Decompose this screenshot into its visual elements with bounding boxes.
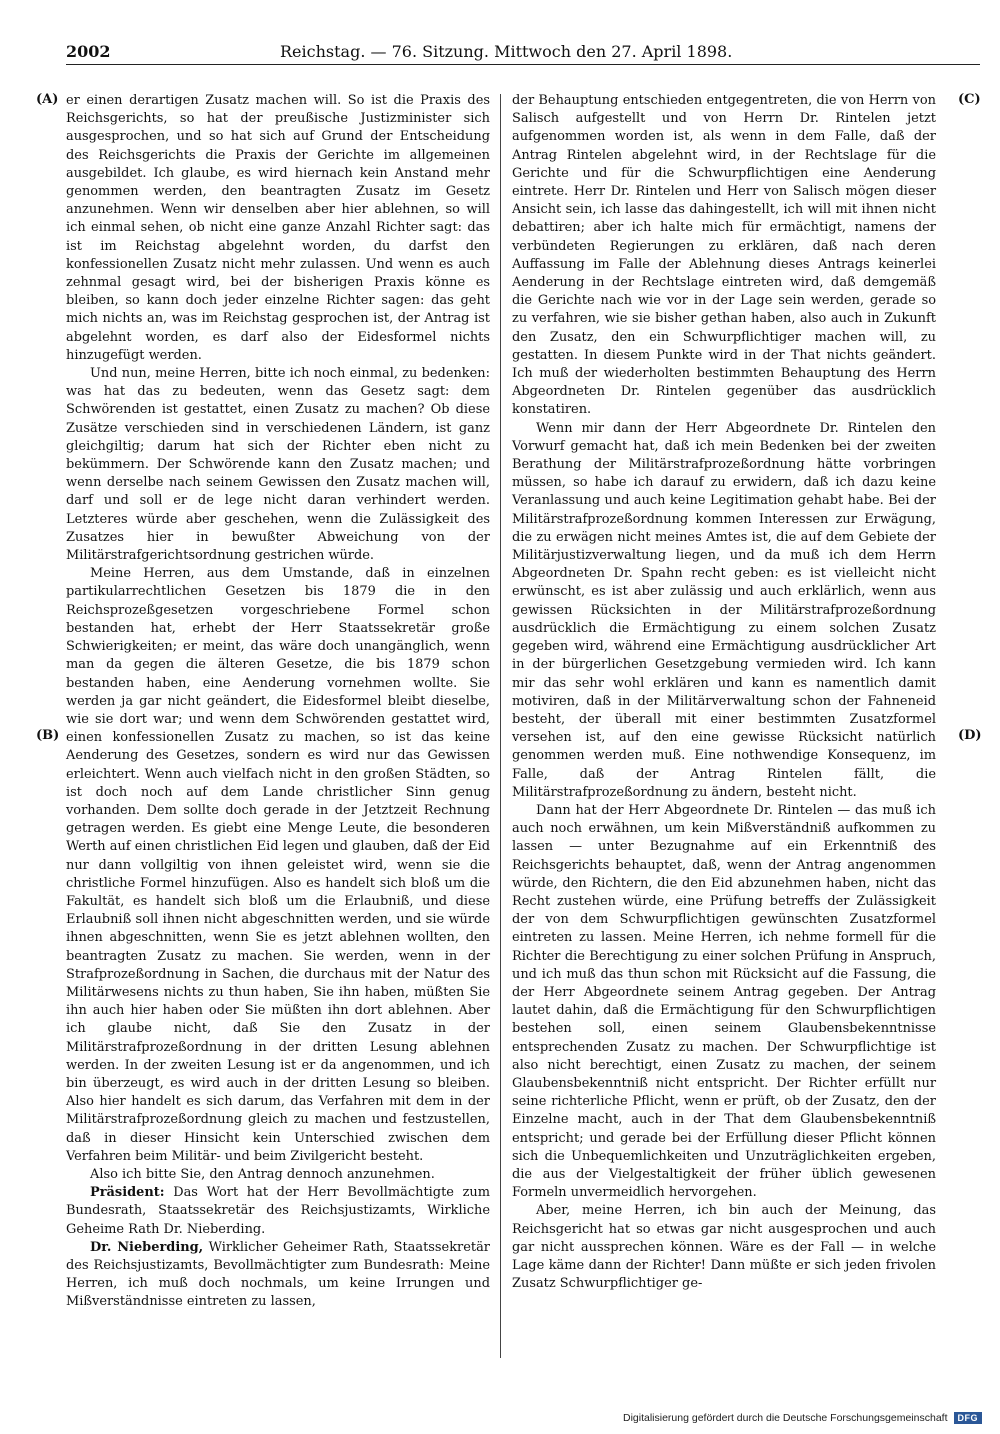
running-title: Reichstag. — 76. Sitzung. Mittwoch den 27. April 1898. [280,42,733,61]
paragraph: Wenn mir dann der Herr Abgeordnete Dr. Rintelen den Vorwurf gemacht hat, daß ich mein Bedenken bei der zweiten Berathung der Militärstrafprozeßordnung hätte vorbringen müssen, so habe ich darauf zu erwidern, daß ich dazu keine Veranlassung und auch keine Legitimation gehabt habe. Bei der Militärstrafprozeßordnung kommen Interessen zur Erwägung, die zu erwägen nicht meines Amtes ist, die auf dem Gebiete der Militärjustizverwaltung liegen, und da muß ich dem Herrn Abgeordneten Dr. Spahn recht geben: es ist vielleicht nicht erwünscht, es ist aber zulässig und auch erklärlich, wenn aus gewissen Rücksichten in der Militärstrafprozeßordnung ausdrücklich die Ermächtigung zu einem solchen Zusatz gegeben wird, während eine Ermächtigung ausdrücklicher Art in der bürgerlichen Gesetzgebung vermieden wird. Ich kann mir das sehr wohl erklären und kann es namentlich damit motiviren, daß in der Militärverwaltung schon der Fahneneid besteht, der überall mit einer bestimmten Zusatzformel versehen ist, auf den eine gewisse Rücksicht natürlich genommen werden muß. Eine nothwendige Konsequenz, im Falle, daß der Antrag Rintelen fällt, die Militärstrafprozeßordnung zu ändern, besteht nicht. [512,420,936,800]
page-number: 2002 [66,42,111,61]
president-paragraph [66,1184,490,1239]
speaker-label: Präsident: [90,1185,165,1201]
paragraph: Meine Herren, aus dem Umstande, daß in einzelnen partikularrechtlichen Gesetzen bis 1879 die in den Reichsprozeßgesetzen vorgeschriebene Formel schon bestanden hat, erhebt der Herr Staatssekretär große Schwierigkeiten; er meint, das wäre doch unangänglich, wenn man da gegen die älteren Gesetze, die bis 1879 schon bestanden haben, eine Aenderung vornehmen wollte. Sie werden ja gar nicht geändert, die Eidesformel bleibt dieselbe, wie sie dort war; und wenn dem Schwörenden gestattet wird, einen konfessionellen Zusatz zu machen, so ist das keine Aenderung des Gesetzes, sondern es wird nur das Gewissen erleichtert. Wenn auch vielfach nicht in den großen Städten, so ist doch noch auf dem Lande christlicher Sinn genug vorhanden. Dem sollte doch gerade in der Jetztzeit Rechnung getragen werden. Es giebt eine Menge Leute, die besonderen Werth auf einen christlichen Eid legen und glauben, daß der Eid nur dann vollgiltig von ihnen geleistet wird, wenn sie die christliche Formel hinzufügen. Also es handelt sich bloß um die Fakultät, es handelt sich bloß um die Erlaubniß, und diese Erlaubniß soll ihnen nicht abgeschnitten werden, und sie würde ihnen abgeschnitten, wenn Sie es jetzt ablehnen wollten, den beantragten Zusatz zu machen. Sie werden, wenn in der Strafprozeßordnung in Sachen, die durchaus mit der Natur des Militärwesens nichts zu thun haben, Sie ihn haben, müßten Sie ihn auch hier haben oder Sie müßten ihn dort ablehnen. Aber ich glaube nicht, daß Sie den Zusatz in der Militärstrafprozeßordnung in der dritten Lesung ablehnen werden. In der zweiten Lesung ist er da angenommen, und ich bin überzeugt, es wird auch in der dritten Lesung so bleiben. Also hier handelt es sich darum, das Verfahren mit dem in der Militärstrafprozeßordnung gleich zu machen und festzustellen, daß in dieser Hinsicht kein Unterschied zwischen dem Verfahren beim Militär- und beim Zivilgericht besteht. [66,566,490,1164]
dfg-logo-icon: DFG [954,1412,983,1424]
margin-marker-b: (B) [36,728,60,743]
president-text: Das Wort hat der Herr Bevollmächtigte zum Bundesrath, Staatssekretär des Reichsjustizamts, Wirkliche Geheime Rath Dr. Nieberding. [66,1185,490,1237]
speaker-text: Wirklicher Geheimer Rath, Staatssekretär des Reichsjustizamts, Bevollmächtigter zum Bundesrath: Meine Herren, ich muß doch nochmals, um keine Irrungen und Mißverständnisse eintreten zu lassen, [66,1239,490,1310]
speaker-paragraph [66,1239,490,1312]
paragraph: Aber, meine Herren, ich bin auch der Meinung, das Reichsgericht hat so etwas gar nicht ausgesprochen und auch gar nicht aussprechen können. Wäre es der Fall — in welche Lage käme dann der Richter! Dann müßte er sich jeden frivolen Zusatz Schwurpflichtiger ge- [512,1203,936,1292]
paragraph: Und nun, meine Herren, bitte ich noch einmal, zu bedenken: was hat das zu bedeuten, wenn das Gesetz sagt: dem Schwörenden ist gestattet, einen Zusatz zu machen? Ob diese Zusätze verschieden sind in verschiedenen Ländern, ist ganz gleichgiltig; darum hat sich der Richter eben nicht zu bekümmern. Der Schwörende kann den Zusatz machen; und wenn derselbe nach seinem Gewissen den Zusatz machen will, darf und soll er de lege nicht daran verhindert werden. Letzteres würde aber geschehen, wenn die Zulässigkeit des Zusatzes hier in bewußter Abweichung von der Militärstrafgerichtsordnung gestrichen würde. [66,366,490,564]
column-divider [500,94,501,1358]
footer-text: Digitalisierung gefördert durch die Deutsche Forschungsgemeinschaft [622,1412,948,1424]
margin-marker-c: (C) [958,92,981,107]
paragraph: der Behauptung entschieden entgegentreten, die von Herrn von Salisch aufgestellt und von Herrn Dr. Rintelen jetzt aufgenommen worden ist, als wenn in dem Falle, daß der Antrag Rintelen abgelehnt wird, in der Rechtslage für die Gerichte und für die Schwurpflichtigen eine Aenderung eintrete. Herr Dr. Rintelen und Herr von Salisch mögen dieser Ansicht sein, ich lasse das dahingestellt, ich will mit ihnen nicht debattiren; aber ich halte mich für ermächtigt, namens der verbündeten Regierungen zu erklären, daß nach deren Auffassung im Falle der Ablehnung dieses Antrags keinerlei Aenderung in der Rechtslage eintreten wird, daß demgemäß die Gerichte nach wie vor in der Lage sein werden, gerade so zu verfahren, wie sie bisher gethan haben, also auch in Zukunft den Zusatz, den ein Schwurpflichtiger machen will, zu gestatten. In diesem Punkte wird in der That nichts geändert. Ich muß der wiederholten bestimmten Behauptung des Herrn Abgeordneten Dr. Rintelen gegenüber das ausdrücklich konstatiren. [512,93,936,418]
speaker-label: Dr. Nieberding, [90,1239,204,1255]
paragraph: Dann hat der Herr Abgeordnete Dr. Rintelen — das muß ich auch noch erwähnen, um kein Mißverständniß aufkommen zu lassen — unter Bezugnahme auf ein Erkenntniß des Reichsgerichts behauptet, daß, wenn der Antrag angenommen würde, den Richtern, die den Eid abzunehmen haben, nicht das Recht zustehen würde, eine Prüfung betreffs der Zulässigkeit der von dem Schwurpflichtigen gewünschten Zusatzformel eintreten zu lassen. Meine Herren, ich nehme formell für die Richter die Berechtigung zu einer solchen Prüfung in Anspruch, und ich muß das thun schon mit Rücksicht auf die Fassung, die der Herr Abgeordnete seinem Antrag gegeben. Der Antrag lautet dahin, daß die Ermächtigung für den Schwurpflichtigen bestehen soll, einen seinem Glaubensbekenntnisse entsprechenden Zusatz zu machen. Der Schwurpflichtige ist also nicht berechtigt, einen Zusatz zu machen, der seinem Glaubensbekenntniß nicht entspricht. Der Richter erfüllt nur seine richterliche Pflicht, wenn er prüft, ob der Zusatz, den der Einzelne macht, auch in der That dem Glaubensbekenntniß entspricht; und gerade bei der Erfüllung dieser Pflicht können sich die Unbequemlichkeiten und Unzuträglichkeiten ergeben, die aus der Vielgestaltigkeit der früher üblich gewesenen Formeln unvermeidlich hervorgehen. [512,802,936,1201]
margin-marker-d: (D) [958,728,982,743]
page-header [66,36,980,65]
left-column [66,92,490,1312]
paragraph: er einen derartigen Zusatz machen will. So ist die Praxis des Reichsgerichts, so hat der preußische Justizminister sich ausgesprochen, und so hat sich auf Grund der Entscheidung des Reichsgerichts die Praxis der Gerichte im allgemeinen ausgebildet. Ich glaube, es wird hiernach kein Anstand mehr genommen werden, den beantragten Zusatz im Gesetz anzunehmen. Wenn wir denselben aber hier ablehnen, so will ich einmal sehen, ob nicht eine ganze Anzahl Richter sagt: das ist im Reichstag abgelehnt worden, du darfst den konfessionellen Zusatz nicht mehr zulassen. Und wenn es auch zehnmal gesagt wird, bei der bisherigen Praxis könne es bleiben, so kann doch jeder einzelne Richter sagen: das geht mich nichts an, was im Reichstag gesprochen ist, der Antrag ist abgelehnt worden, es darf also der Eidesformel nichts hinzugefügt werden. [66,93,490,363]
right-column [512,92,936,1293]
paragraph: Also ich bitte Sie, den Antrag dennoch anzunehmen. [90,1166,435,1182]
digitization-footer [623,1412,982,1424]
margin-marker-a: (A) [36,92,59,107]
